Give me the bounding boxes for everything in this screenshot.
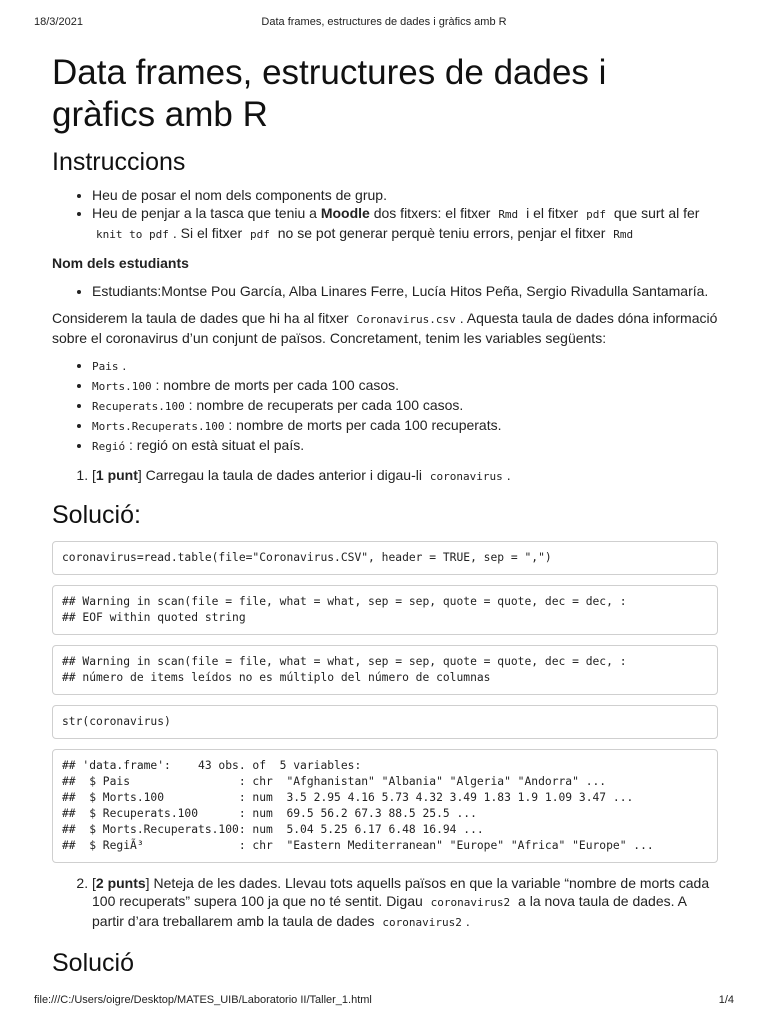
code-block: coronavirus=read.table(file="Coronavirus.CSV", header = TRUE, sep = ",") [52,541,718,575]
task-list-2 [52,874,718,932]
list-item: • Regió : regió on està situat el país. [92,436,718,456]
solution-heading-2: Solució [52,949,134,977]
instructions-list [52,186,718,244]
list-item: • Pais . [92,356,718,376]
output-block: ## Warning in scan(file = file, what = what, sep = sep, quote = quote, dec = dec, : ## EOF within quoted string [52,585,718,635]
solution-heading: Solució: [52,501,141,529]
task-item: 2. [2 punts] Neteja de les dades. Llevau tots aquells països en que la variable “nombre de morts cada 100 recuperats” supera 100 ja que no té sentit. Digau coronavirus2 a la nova taula de dades. A partir d’ara treballarem amb la taula de dades coronavirus2 . [92,874,718,932]
output-block: ## Warning in scan(file = file, what = what, sep = sep, quote = quote, dec = dec, : ## número de items leídos no es múltiplo del número de columnas [52,645,718,695]
page-number: 1/4 [718,994,734,1006]
moodle-text: Moodle [320,205,370,221]
output-block: ## 'data.frame': 43 obs. of 5 variables: ## $ Pais : chr "Afghanistan" "Albania" "Algeria" "Andorra" ... ## $ Morts.100 : num 3.5 2.95 4.16 5.73 4.32 3.49 1.83 1.9 1.09 3.47 ... ## $ Recuperats.100 : num 69.5 56.2 67.3 88.5 25.5 ... ## $ Morts.Recuperats.100: num 5.04 5.25 6.17 6.48 16.94 ... ## $ RegiÃ³ : chr "Eastern Mediterranean" "Europe" "Africa" "Europe" ... [52,749,718,863]
list-item: • Morts.Recuperats.100 : nombre de morts per cada 100 recuperats. [92,416,718,436]
document-body [52,52,718,978]
list-item: • Heu de penjar a la tasca que teniu a Moodle dos fitxers: el fitxer Rmd i el fitxer pdf que surt al fer knit to pdf . Si el fitxer pdf no se pot generar perquè teniu errors, penjar el fitxer Rmd [92,204,718,244]
intro-paragraph: Considerem la taula de dades que hi ha al fitxer Coronavirus.csv . Aquesta taula de dades dóna informació sobre el coronavirus d’un conjunt de països. Concretament, tenim les variables següents: [52,310,718,346]
variables-list [52,356,718,456]
file-path: file:///C:/Users/oigre/Desktop/MATES_UIB/Laboratorio II/Taller_1.html [34,994,372,1006]
print-doc-title: Data frames, estructures de dades i gràfics amb R [261,16,507,28]
task-list-1 [52,466,718,486]
print-footer [34,994,734,1008]
students-heading: Nom dels estudiants [52,255,189,271]
task-item: 1. [1 punt] Carregau la taula de dades anterior i digau-li coronavirus . [92,466,718,486]
print-date: 18/3/2021 [34,16,83,28]
code-block: str(coronavirus) [52,705,718,739]
list-item: • Morts.100 : nombre de morts per cada 100 casos. [92,376,718,396]
print-header [34,16,734,30]
page-title: Data frames, estructures de dades i gràfics amb R [52,53,607,134]
list-item: • Recuperats.100 : nombre de recuperats per cada 100 casos. [92,396,718,416]
list-item: • Heu de posar el nom dels components de grup. [92,186,718,204]
instructions-heading: Instruccions [52,148,186,176]
list-item: • Estudiants:Montse Pou García, Alba Linares Ferre, Lucía Hitos Peña, Sergio Rivadulla Santamaría. [92,282,718,300]
students-list [52,282,718,300]
